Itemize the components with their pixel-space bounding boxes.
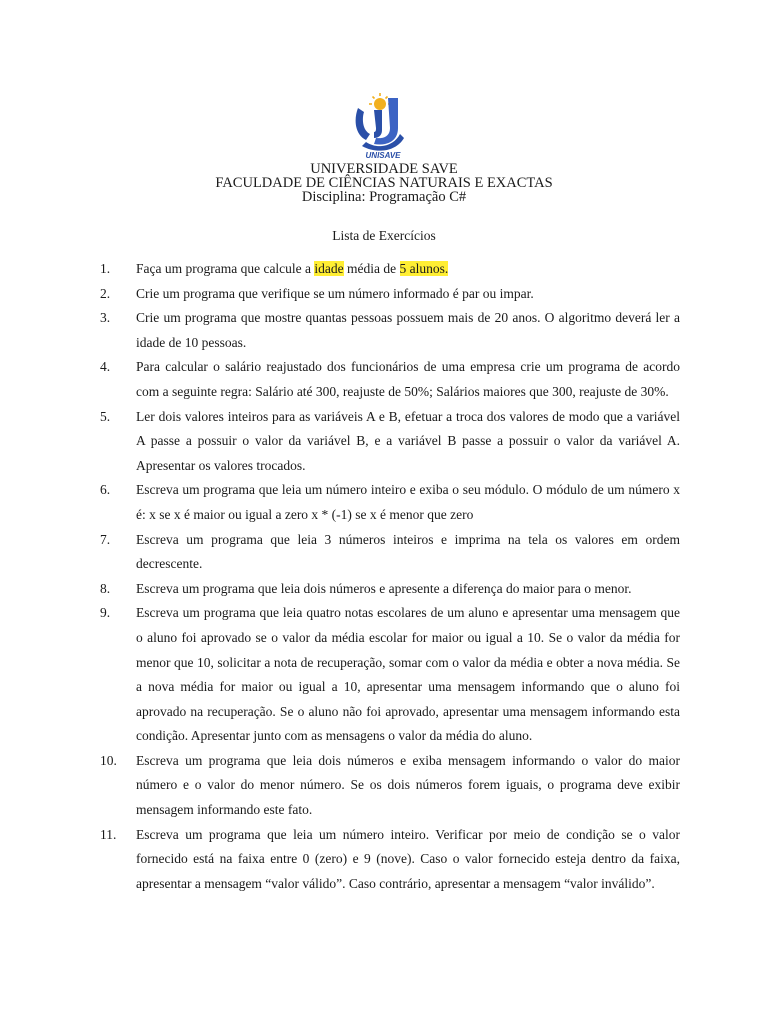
item-number: 11. bbox=[100, 826, 117, 842]
faculty-name: FACULDADE DE CIÊNCIAS NATURAIS E EXACTAS bbox=[215, 175, 553, 191]
logo-text: UNISAVE bbox=[365, 151, 401, 160]
unisave-logo bbox=[348, 90, 418, 162]
item-number: 8. bbox=[100, 580, 111, 596]
list-item bbox=[100, 749, 680, 823]
list-item bbox=[100, 282, 680, 307]
exercise-list bbox=[100, 257, 680, 896]
item-text: Escreva um programa que leia 3 números inteiros e imprima na tela os valores em ordem decrescente. bbox=[136, 531, 680, 572]
list-title: Lista de Exercícios bbox=[332, 228, 436, 243]
item-text: Para calcular o salário reajustado dos funcionários de uma empresa crie um programa de acordo com a seguinte regra: Salário até 300, reajuste de 50%; Salários maiores que 300, reajuste de 30%. bbox=[136, 359, 680, 399]
item-text: Ler dois valores inteiros para as variáveis A e B, efetuar a troca dos valores de modo que a variável A passe a possuir o valor da variável B, e a variável B passe a possuir o valor da variável A. Apresentar os valores trocados. bbox=[136, 408, 680, 473]
item-text: Escreva um programa que leia um número inteiro. Verificar por meio de condição se o valor fornecido está na faixa entre 0 (zero) e 9 (nove). Caso o valor fornecido esteja dentro da faixa, apresentar a mensagem “valor válido”. Caso contrário, apresentar a mensagem “valor inválido”. bbox=[136, 826, 680, 891]
item-number: 6. bbox=[100, 482, 111, 498]
item-number: 9. bbox=[100, 605, 111, 621]
item-text: Escreva um programa que leia um número inteiro e exiba o seu módulo. O módulo de um número x é: x se x é maior ou igual a zero x * (-1) se x é menor que zero bbox=[136, 482, 680, 522]
item-number: 10. bbox=[100, 752, 117, 768]
list-item bbox=[100, 823, 680, 897]
item-text: Crie um programa que mostre quantas pessoas possuem mais de 20 anos. O algoritmo deverá ler a idade de 10 pessoas. bbox=[136, 310, 680, 350]
item-number: 3. bbox=[100, 310, 111, 326]
discipline-name: Disciplina: Programação C# bbox=[301, 189, 467, 205]
item-text: Escreva um programa que leia dois números e exiba mensagem informando o valor do maior número e o valor do menor número. Se os dois números forem iguais, o programa deve exibir mensagem informando este fato. bbox=[136, 752, 680, 818]
list-item bbox=[100, 405, 680, 479]
item-number: 7. bbox=[100, 531, 111, 547]
item-number: 2. bbox=[100, 285, 111, 301]
university-name: UNIVERSIDADE SAVE bbox=[310, 161, 458, 177]
highlight: idade bbox=[314, 261, 344, 276]
list-item bbox=[100, 355, 680, 404]
sun-icon bbox=[369, 93, 391, 110]
list-item bbox=[100, 601, 680, 749]
list-item bbox=[100, 528, 680, 577]
item-number: 4. bbox=[100, 359, 111, 375]
list-item bbox=[100, 577, 680, 602]
item-text: Escreva um programa que leia quatro notas escolares de um aluno e apresentar uma mensagem que o aluno foi aprovado se o valor da média escolar for maior ou igual a 10. Se o valor da média for menor que 10, solicitar a nota de recuperação, somar com o valor da média e obter a nova média. Se a nova média for maior ou igual a 10, apresentar uma mensagem informando que o aluno foi aprovado na recuperação. Se o aluno não foi aprovado, apresentar uma mensagem informando esta condição. Apresentar junto com as mensagens o valor da média do aluno. bbox=[136, 605, 680, 744]
item-number: 1. bbox=[100, 261, 111, 276]
highlight: 5 alunos. bbox=[399, 261, 449, 276]
list-item bbox=[100, 306, 680, 355]
document-header bbox=[0, 162, 768, 204]
list-item bbox=[100, 478, 680, 527]
list-item bbox=[100, 257, 680, 282]
item-number: 5. bbox=[100, 408, 111, 424]
item-text: Crie um programa que verifique se um número informado é par ou impar. bbox=[136, 285, 534, 301]
item-text: Escreva um programa que leia dois números e apresente a diferença do maior para o menor. bbox=[136, 580, 632, 596]
item-text: Faça um programa que calcule a idade média de 5 alunos. bbox=[136, 261, 449, 276]
